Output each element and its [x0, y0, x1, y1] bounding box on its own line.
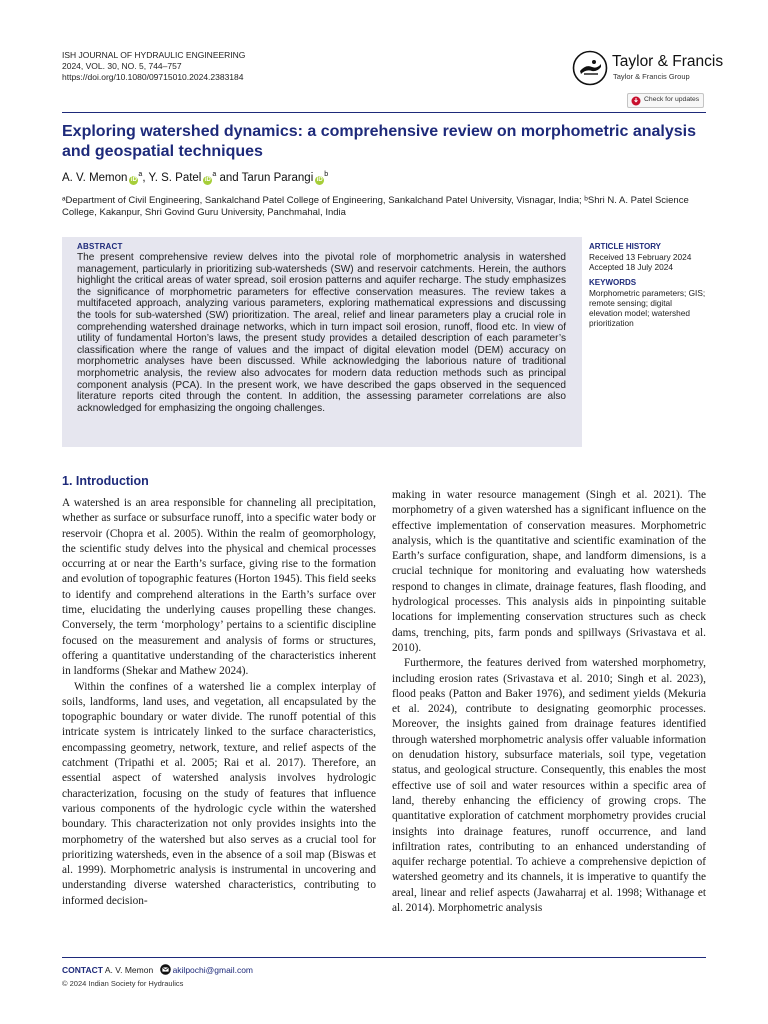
header-divider: [62, 112, 706, 113]
article-title: Exploring watershed dynamics: a comprehensive review on morphometric analysis and geospatial techniques: [62, 123, 696, 160]
check-updates-label: Check for updates: [644, 96, 700, 103]
check-updates-icon: [631, 96, 641, 106]
journal-info: [62, 50, 245, 83]
accepted-date: Accepted 18 July 2024: [589, 262, 673, 272]
keywords-text: Morphometric parameters; GIS; remote sensing; digital elevation model; watershed prioritization: [589, 288, 706, 328]
footer-divider: [62, 957, 706, 958]
author-separator: and: [216, 171, 242, 184]
body-paragraph: A watershed is an area responsible for channeling all precipitation, whether as surface or subsurface runoff, into a specific water body or reservoir (Chopra et al. 2005). Within the realm of geomorphology, the scientific study delves into the physical and chemical processes occurring at or near the Earth’s surface, giving rise to the formation and evolution of topographic features (Horton 1945). This field seeks to identify and comprehend alterations in the Earth’s surface over time, elucidating the underlying causes propelling these changes. Conversely, the term ‘morphology’ pertains to a scientific discipline focused on the measurement and analysis of forms or structures, offering a quantitative understanding of the characteristics inherent in landforms (Shekar and Mathew 2024).: [62, 497, 376, 678]
copyright: © 2024 Indian Society for Hydraulics: [62, 979, 184, 988]
publisher-group: Taylor & Francis Group: [613, 72, 690, 81]
author-affil-marker: a: [138, 171, 143, 178]
journal-name: ISH JOURNAL OF HYDRAULIC ENGINEERING: [62, 50, 246, 60]
author-name[interactable]: Tarun Parangi: [241, 171, 314, 184]
abstract-text: The present comprehensive review delves into the pivotal role of morphometric analysis in watershed management, particularly in prioritizing sub-watersheds (SW) and reservoir catchments. Herein, the authors highlight the critical areas of water spread, soil erosion patterns and aquifer recharge. The study emphasizes the significance of morphometric parameters for effective conservation measures. The review takes a multifaceted approach, analyzing various parameters, exploring mathematical expressions and discussing the tools for sub-watershed (SW) prioritization. The areal, relief and linear parameters play a crucial role in comprehending watershed drainage networks, which in turn impact soil erosion, runoff, flood etc. In view of utility of fundamental Horton’s laws, the present study provides a detailed description of each parameter’s classification where the range of values and the impact of digital elevation model (DEM) accuracy on morphometric analyses have been discussed. While acknowledging the laborious nature of traditional morphometric analysis, the review also advocates for modern data reduction methods such as principal component analysis (PCA). In the present work, we have described the gaps observed in the sequenced literature reports cited through the content. In addition, the assessing parameter correlations are also acknowledged for emphasizing the ongoing challenges.: [77, 252, 566, 414]
body-column-right: [392, 488, 706, 916]
article-history-heading: ARTICLE HISTORY: [589, 242, 662, 251]
author-affil-marker: b: [324, 171, 329, 178]
author-affil-marker: a: [212, 171, 217, 178]
body-paragraph: Within the confines of a watershed lie a complex interplay of soils, landforms, land uses, and vegetation, all encapsulated by the topographic boundary or water divide. The runoff potential of this intricate system is intricately linked to the surface characteristics, encompassing geometry, network, texture, and relief aspects of the catchment (Tripathi et al. 2005; Rai et al. 2017). Therefore, an essential aspect of watershed analysis involves hydrologic characterization, focusing on the study of features that influence various components of the hydrologic cycle within the watershed boundary. This characterization not only provides insights into the morphometry of the watershed but also serves as a crucial tool for prioritizing watersheds, even in the absence of a soil map (Biswas et al. 1999). Morphometric analysis is instrumental in uncovering and understanding diverse watershed characteristics, contributing to informed decision-: [62, 680, 376, 907]
mail-icon: [160, 964, 171, 975]
author-name[interactable]: Y. S. Patel: [148, 171, 202, 184]
publisher-logo[interactable]: [572, 50, 722, 86]
check-for-updates-button[interactable]: [627, 93, 704, 108]
body-paragraph: Furthermore, the features derived from watershed morphometry, including erosion rates (Srivastava et al. 2010; Singh et al. 2023), flood peaks (Patton and Baker 1976), and sediment yields (Mekuria et al. 2024), contribute to designating geomorphic processes. Moreover, the insights gained from drainage features identified through watershed morphometric analysis offer valuable information on denudation history, subsurface materials, soil type, vegetation status, and geological structure. Consequently, this enables the most effective use of soil and water resources within a specific area of land, thereby enhancing the efficiency of growing crops. The quantitative exploration of catchment morphometry provides crucial insights into drainage features, runoff occurrence, and land infiltration rates, contributing to an enhanced understanding of aquifer recharge potential. To achieve a comprehensive depiction of watershed geometry and its channels, it is imperative to quantify the areal, linear and relief aspects (Jawaharraj et al. 1998; Withanage et al. 2014). Morphometric analysis: [392, 657, 706, 915]
author-list: [62, 168, 328, 185]
orcid-icon[interactable]: iD: [204, 176, 211, 183]
article-sidebar: [589, 242, 719, 328]
doi-link[interactable]: https://doi.org/10.1080/09715010.2024.2383184: [62, 72, 244, 82]
orcid-icon[interactable]: iD: [316, 176, 323, 183]
contact-line: [62, 964, 253, 975]
affiliations: ᵃDepartment of Civil Engineering, Sankalchand Patel College of Engineering, Sankalchand Patel University, Visnagar, India; ᵇShri N. A. Patel Science College, Kakanpur, Shri Govind Guru University, Panchmahal, India: [62, 195, 689, 218]
orcid-icon[interactable]: iD: [130, 176, 137, 183]
section-heading: 1. Introduction: [62, 474, 149, 488]
contact-label: CONTACT: [62, 965, 103, 975]
taylor-francis-logo-icon: [572, 50, 608, 86]
author-separator: ,: [142, 171, 149, 184]
contact-name: A. V. Memon: [104, 965, 154, 975]
body-paragraph: making in water resource management (Singh et al. 2021). The morphometry of a given watershed has a significant influence on the effective implementation of conservation measures. Morphometric analysis, which is the quantitative and scientific examination of the Earth’s surface configuration, shape, and landform dimensions, is a crucial technique for monitoring and evaluating how watersheds respond to changes in climate, drainage features, flash flooding, and hydrological processes. This analysis aids in pinpointing suitable locations for implementing conservation structures such as check dams, trenching, pits, farm ponds and spillways (Srivastava et al. 2010).: [392, 489, 706, 654]
abstract-heading: ABSTRACT: [77, 242, 123, 251]
keywords-heading: KEYWORDS: [589, 278, 637, 287]
publisher-name: Taylor & Francis: [612, 53, 724, 70]
journal-volume: 2024, VOL. 30, NO. 5, 744–757: [62, 61, 182, 71]
author-name[interactable]: A. V. Memon: [62, 171, 128, 184]
contact-email-link[interactable]: akilpochi@gmail.com: [172, 965, 253, 975]
received-date: Received 13 February 2024: [589, 252, 692, 262]
body-column-left: [62, 496, 376, 909]
